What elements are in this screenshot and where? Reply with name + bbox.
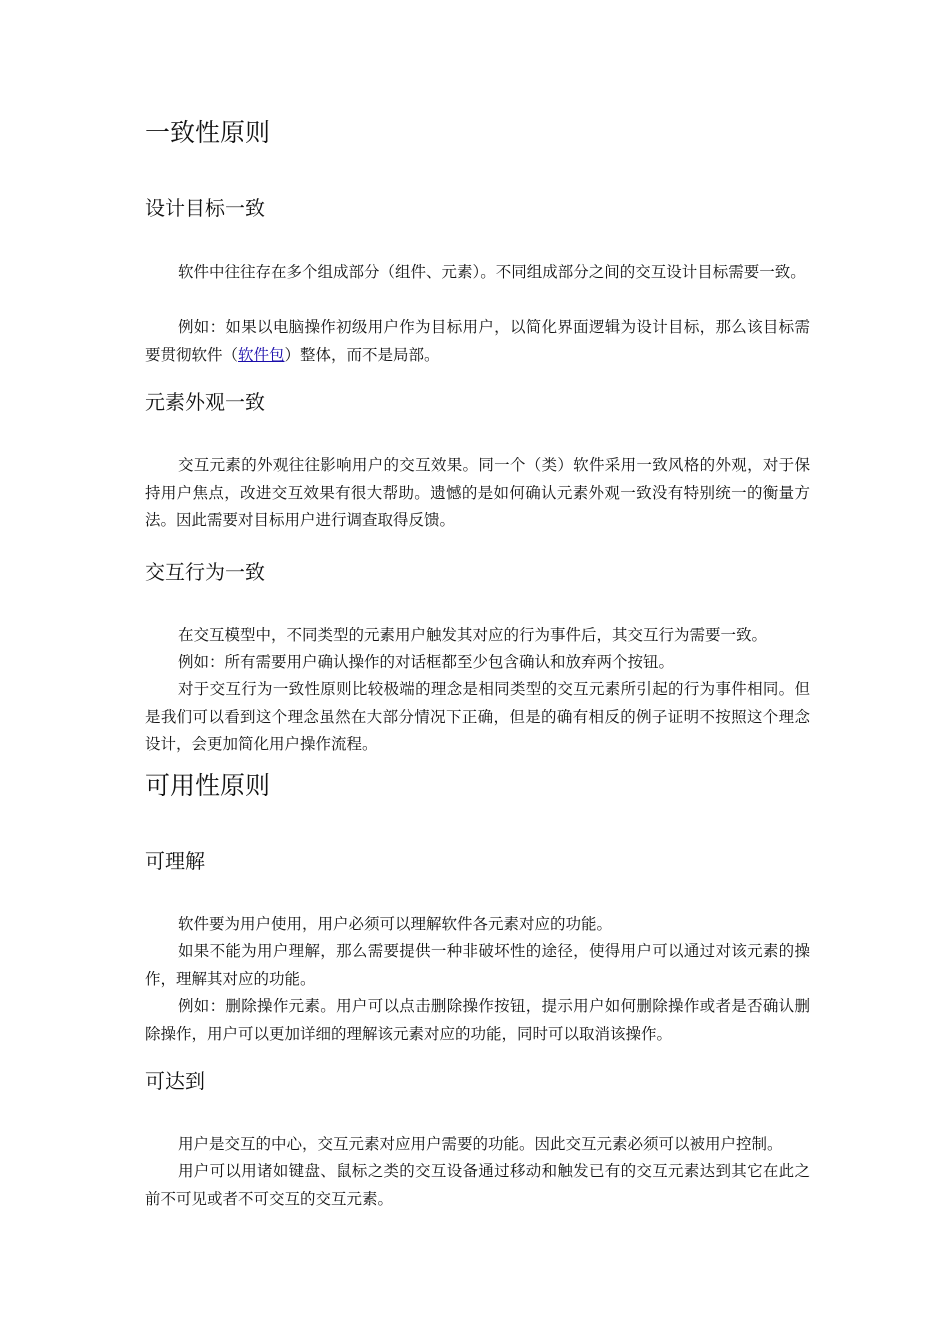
software-package-link[interactable]: 软件包 bbox=[238, 345, 285, 364]
paragraph-text: 例如：如果以电脑操作初级用户作为目标用户，以简化界面逻辑为设计目标，那么该目标需要贯彻软件（ bbox=[145, 318, 810, 364]
paragraph: 用户是交互的中心，交互元素对应用户需要的功能。因此交互元素必须可以被用户控制。 bbox=[178, 1135, 783, 1153]
paragraph: 软件中往往存在多个组成部分（组件、元素）。不同组成部分之间的交互设计目标需要一致。 bbox=[178, 263, 806, 281]
subsection-title-reachable: 可达到 bbox=[145, 1069, 205, 1093]
section-title-usability: 可用性原则 bbox=[145, 771, 271, 800]
subsection-title-design-goal: 设计目标一致 bbox=[145, 196, 265, 220]
section-title-consistency: 一致性原则 bbox=[145, 118, 271, 147]
subsection-title-appearance: 元素外观一致 bbox=[145, 390, 265, 414]
paragraph bbox=[145, 314, 810, 369]
paragraph: 交互元素的外观往往影响用户的交互效果。同一个（类）软件采用一致风格的外观，对于保持用户焦点，改进交互效果有很大帮助。遗憾的是如何确认元素外观一致没有特别统一的衡量方法。因此需要对目标用户进行调查取得反馈。 bbox=[145, 456, 810, 529]
paragraph: 例如：所有需要用户确认操作的对话框都至少包含确认和放弃两个按钮。 bbox=[178, 653, 675, 671]
paragraph: 在交互模型中，不同类型的元素用户触发其对应的行为事件后，其交互行为需要一致。 bbox=[178, 626, 768, 644]
paragraph: 对于交互行为一致性原则比较极端的理念是相同类型的交互元素所引起的行为事件相同。但是我们可以看到这个理念虽然在大部分情况下正确，但是的确有相反的例子证明不按照这个理念设计，会更加简化用户操作流程。 bbox=[145, 680, 810, 753]
paragraph: 如果不能为用户理解，那么需要提供一种非破坏性的途径，使得用户可以通过对该元素的操作，理解其对应的功能。 bbox=[145, 942, 810, 988]
subsection-title-behavior: 交互行为一致 bbox=[145, 560, 265, 584]
subsection-title-understandable: 可理解 bbox=[145, 849, 205, 873]
paragraph: 例如：删除操作元素。用户可以点击删除操作按钮，提示用户如何删除操作或者是否确认删除操作，用户可以更加详细的理解该元素对应的功能，同时可以取消该操作。 bbox=[145, 997, 810, 1043]
paragraph: 软件要为用户使用，用户必须可以理解软件各元素对应的功能。 bbox=[178, 915, 613, 933]
paragraph: 用户可以用诸如键盘、鼠标之类的交互设备通过移动和触发已有的交互元素达到其它在此之前不可见或者不可交互的交互元素。 bbox=[145, 1162, 810, 1208]
paragraph-text: ）整体，而不是局部。 bbox=[284, 345, 440, 364]
